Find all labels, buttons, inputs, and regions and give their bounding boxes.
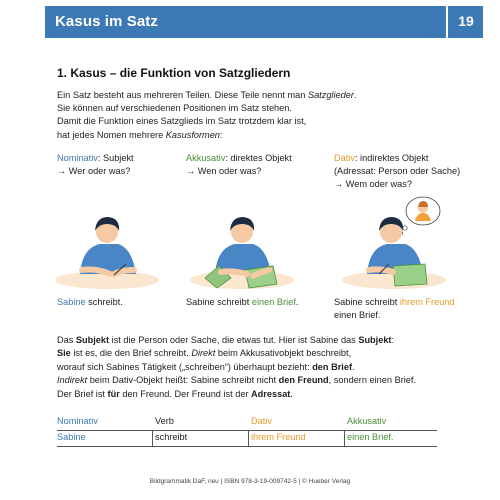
table-cell-akkusativ: einen Brief.	[347, 432, 394, 442]
example-line	[334, 296, 455, 309]
case-title	[334, 152, 460, 165]
explanation-line: Der Brief ist für den Freund. Der Freund ist der Adressat.	[57, 388, 293, 399]
example-verb: Sabine schreibt	[186, 297, 252, 307]
intro-text: :	[219, 129, 223, 140]
table-header-nominativ: Nominativ	[57, 416, 98, 426]
table-header-dativ: Dativ	[251, 416, 272, 426]
explanation-paragraph	[57, 334, 457, 401]
table-cell-verb: schreibt	[155, 432, 188, 442]
case-dativ	[334, 152, 460, 192]
case-name: Nominativ	[57, 153, 98, 163]
case-name: Akkusativ	[186, 153, 226, 163]
example-verb: Sabine schreibt	[334, 297, 400, 307]
table-row	[57, 430, 437, 446]
example-object: ihrem Freund	[399, 297, 455, 307]
case-question: → Wen oder was?	[186, 166, 262, 177]
intro-line-2: Sie können auf verschiedenen Positionen im Satz stehen.	[57, 103, 292, 114]
case-nominativ	[57, 152, 134, 178]
page-header	[0, 0, 500, 40]
explanation-line: Indirekt beim Dativ-Objekt heißt: Sabine schreibt nicht den Freund, sondern einen Brief.	[57, 375, 417, 386]
example-object: einen Brief	[251, 297, 296, 307]
intro-paragraph	[57, 89, 457, 142]
case-akkusativ	[186, 152, 292, 178]
sabine-letter-illustration	[187, 204, 297, 290]
explanation-line: Das Subjekt ist die Person oder Sache, die etwas tut. Hier ist Sabine das Subjekt:	[57, 335, 395, 345]
case-question: → Wer oder was?	[57, 166, 131, 177]
example-verb: schreibt.	[85, 297, 123, 307]
intro-text: hat jedes Nomen mehrere	[57, 129, 166, 140]
intro-line-4	[57, 129, 457, 142]
case-title	[186, 152, 292, 165]
table-cell-subject: Sabine	[57, 432, 86, 442]
table-cell-dativ: ihrem Freund	[251, 432, 306, 442]
table-header-verb: Verb	[155, 416, 174, 426]
header-separator	[446, 6, 448, 38]
intro-line-3: Damit die Funktion eines Satzglieds im Satz trotzdem klar ist,	[57, 116, 307, 127]
case-title	[57, 152, 134, 165]
example-akkusativ	[186, 296, 298, 309]
example-tail: .	[295, 297, 299, 307]
intro-text: Ein Satz besteht aus mehreren Teilen. Diese Teile nennt man	[57, 90, 308, 100]
case-question: → Wem oder was?	[334, 179, 412, 190]
page-number: 19	[458, 13, 474, 29]
explanation-line: worauf sich Sabines Tätigkeit („schreiben“) überhaupt bezieht: den Brief.	[57, 361, 355, 372]
sabine-writing-illustration	[52, 204, 162, 290]
case-summary-table	[57, 414, 437, 446]
sabine-friend-illustration	[339, 194, 449, 290]
case-name: Dativ	[334, 153, 355, 163]
table-bottom-line	[57, 446, 437, 447]
example-nominativ	[57, 296, 123, 309]
case-desc: : Subjekt	[97, 153, 134, 163]
table-header-akkusativ: Akkusativ	[347, 416, 387, 426]
chapter-title: Kasus im Satz	[55, 13, 159, 30]
example-subject: Sabine	[57, 297, 86, 307]
case-extra: (Adressat: Person oder Sache)	[334, 166, 461, 177]
example-line-2: einen Brief.	[334, 310, 381, 321]
page-footer: Bildgrammatik DaF, neu | ISBN 978-3-19-009742-5 | © Hueber Verlag	[149, 478, 351, 485]
case-desc: : indirektes Objekt	[354, 153, 429, 163]
intro-term: Satzglieder	[307, 90, 354, 100]
intro-term: Kasusformen	[165, 129, 220, 140]
intro-line-1	[57, 89, 457, 102]
explanation-line: Sie ist es, die den Brief schreibt. Direkt beim Akkusativobjekt beschreibt,	[57, 348, 352, 359]
example-dativ	[334, 296, 455, 322]
intro-text: .	[353, 90, 357, 100]
section-heading: 1. Kasus – die Funktion von Satzgliedern	[57, 66, 291, 80]
table-header-row	[57, 414, 437, 430]
case-desc: : direktes Objekt	[225, 153, 292, 163]
